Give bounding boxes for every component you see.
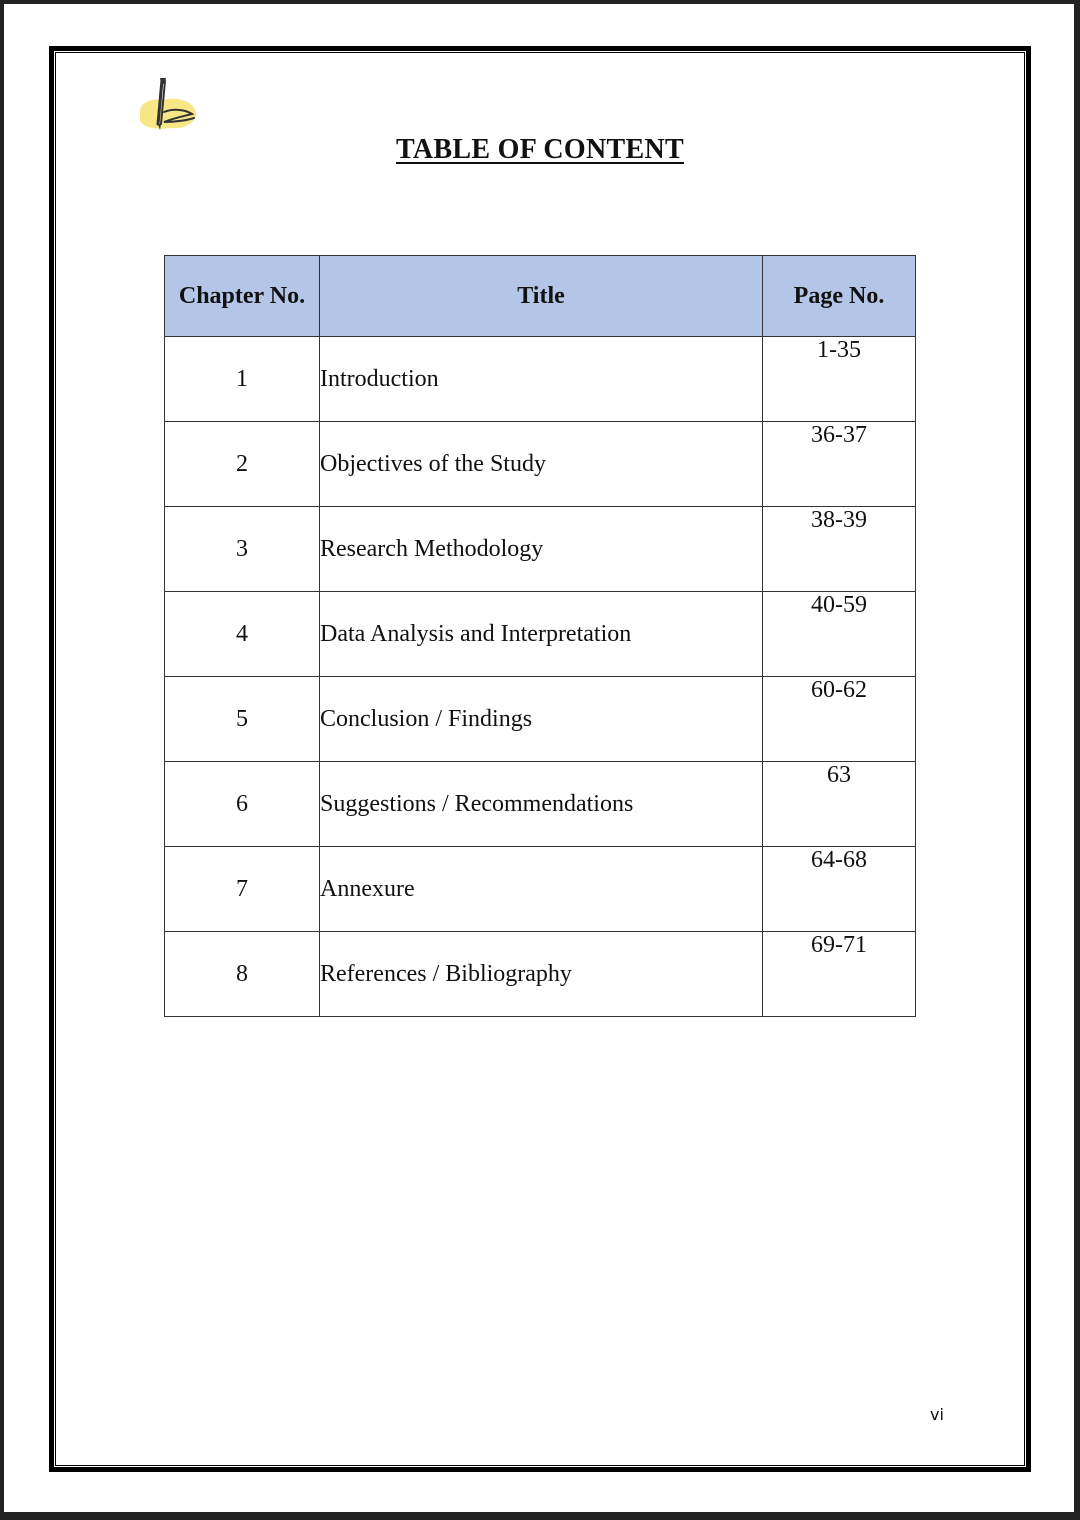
table-row [165,762,916,847]
page-range: 64-68 [763,847,916,932]
chapter-title: Conclusion / Findings [320,677,763,762]
page-range: 60-62 [763,677,916,762]
chapter-number: 6 [165,762,320,847]
page-range: 1-35 [763,337,916,422]
table-row [165,932,916,1017]
page-range: 63 [763,762,916,847]
pen-on-paper-icon [134,72,202,134]
header-page-no: Page No. [763,256,916,337]
page-title: TABLE OF CONTENT [396,134,684,165]
chapter-number: 1 [165,337,320,422]
page-range: 69-71 [763,932,916,1017]
page-number: vi [930,1405,944,1424]
chapter-title: References / Bibliography [320,932,763,1017]
chapter-number: 4 [165,592,320,677]
page-range: 38-39 [763,507,916,592]
chapter-number: 3 [165,507,320,592]
chapter-number: 7 [165,847,320,932]
toc-header-row [165,256,916,337]
table-row [165,337,916,422]
page-range: 36-37 [763,422,916,507]
chapter-title: Suggestions / Recommendations [320,762,763,847]
chapter-title: Annexure [320,847,763,932]
chapter-number: 2 [165,422,320,507]
table-row [165,847,916,932]
table-row [165,677,916,762]
chapter-title: Research Methodology [320,507,763,592]
chapter-title: Data Analysis and Interpretation [320,592,763,677]
chapter-title: Introduction [320,337,763,422]
header-chapter-no: Chapter No. [165,256,320,337]
chapter-title: Objectives of the Study [320,422,763,507]
table-row [165,422,916,507]
chapter-number: 8 [165,932,320,1017]
table-row [165,507,916,592]
page-range: 40-59 [763,592,916,677]
chapter-number: 5 [165,677,320,762]
toc-table [164,255,916,1017]
header-title: Title [320,256,763,337]
table-row [165,592,916,677]
